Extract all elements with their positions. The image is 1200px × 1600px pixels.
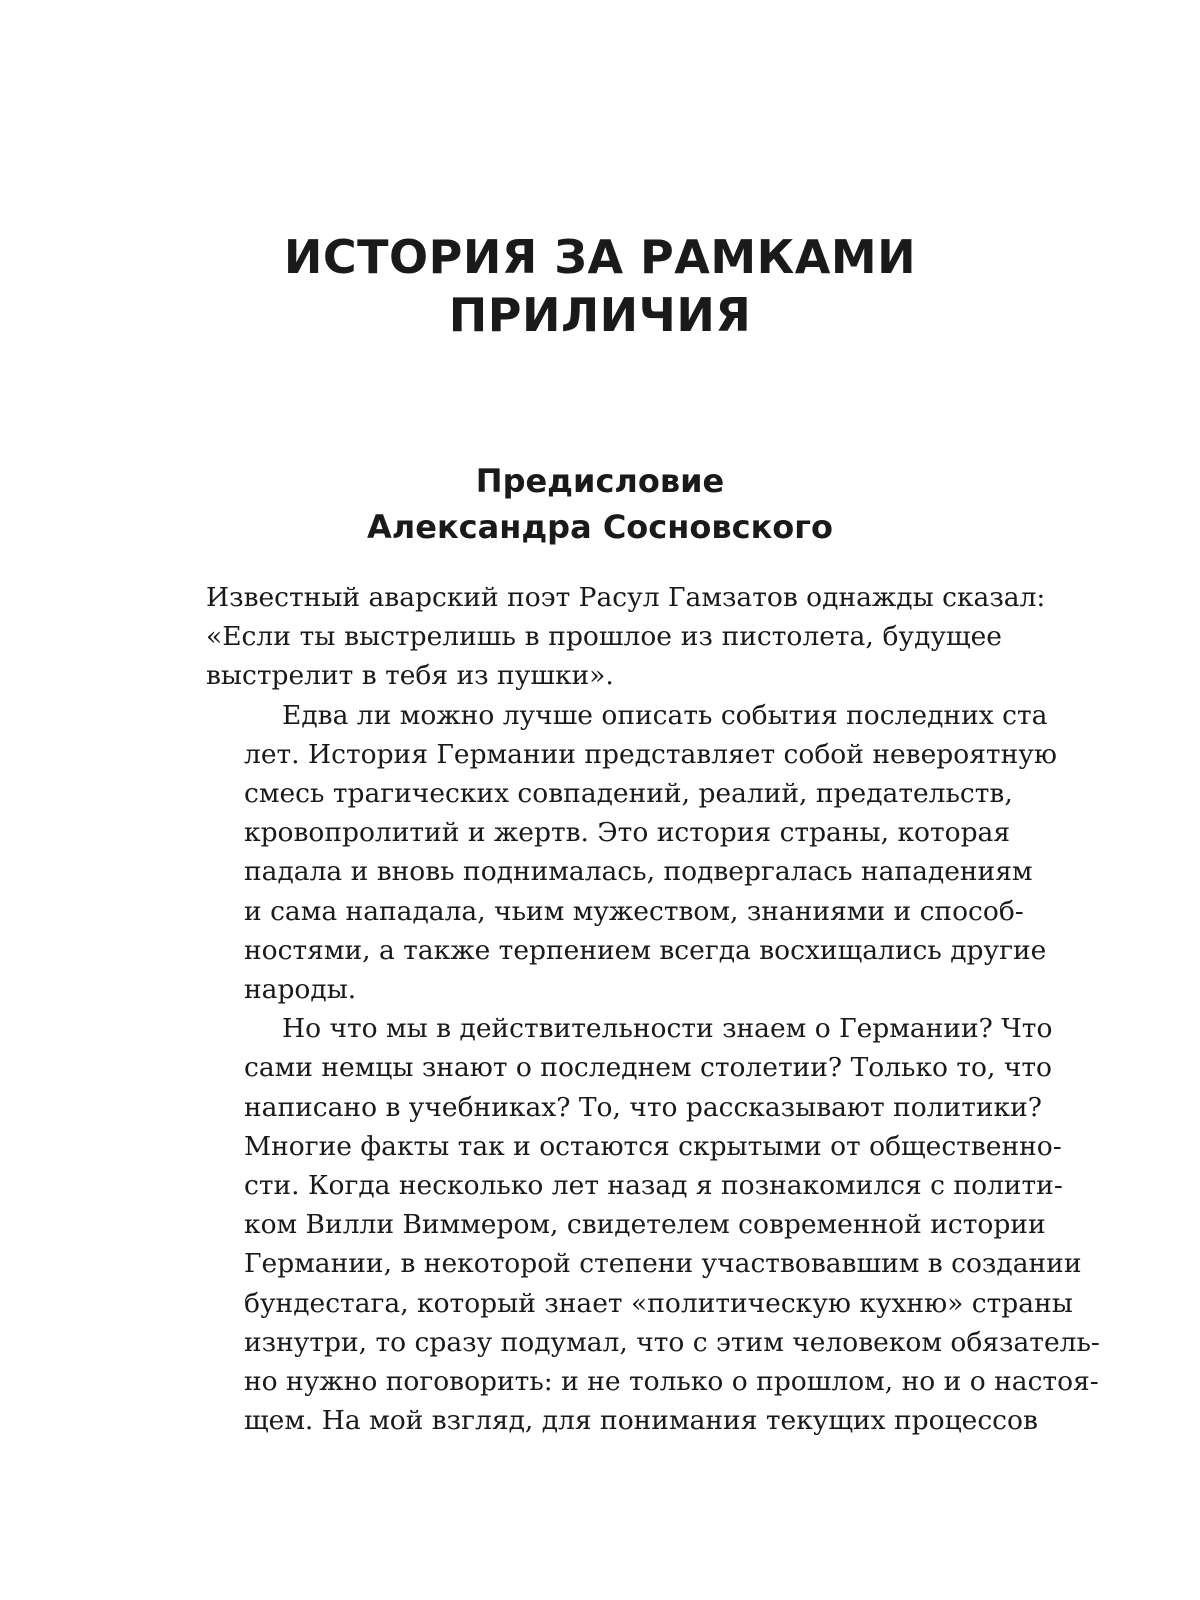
text-line: сами немцы знают о последнем столетии? Только то, что — [244, 1052, 1052, 1084]
text-line: Но что мы в действительности знаем о Германии? Что — [282, 1013, 1053, 1045]
section-title — [0, 458, 1200, 550]
text-line: ком Вилли Виммером, свидетелем современной истории — [244, 1209, 1046, 1241]
text-line: бундестага, который знает «политическую кухню» страны — [244, 1287, 1073, 1319]
section-title-line-1: Предисловие — [475, 462, 725, 500]
text-line: выстрелит в тебя из пушки». — [206, 660, 614, 692]
text-line: но нужно поговорить: и не только о прошлом, но и о настоя- — [244, 1366, 1099, 1398]
book-title-line-1: ИСТОРИЯ ЗА РАМКАМИ — [283, 230, 917, 284]
text-line: кровопролитий и жертв. Это история страны, которая — [244, 817, 1011, 849]
text-line: написано в учебниках? То, что рассказывают политики? — [244, 1091, 1042, 1123]
text-line: ностями, а также терпением всегда восхищались другие — [244, 934, 1047, 966]
text-line: Известный аварский поэт Расул Гамзатов однажды сказал: — [206, 582, 1046, 613]
book-title — [0, 228, 1200, 344]
section-title-line-2: Александра Сосновского — [367, 508, 833, 546]
text-line: падала и вновь поднималась, подвергалась нападениям — [244, 856, 1033, 888]
text-line: Германии, в некоторой степени участвовавшим в создании — [244, 1248, 1082, 1280]
paragraph-2 — [206, 696, 1057, 1010]
book-title-line-2: ПРИЛИЧИЯ — [448, 288, 752, 342]
text-line: лет. История Германии представляет собой невероятную — [244, 738, 1057, 770]
text-line: «Если ты выстрелишь в прошлое из пистолета, будущее — [206, 621, 1002, 653]
text-line: народы. — [244, 974, 357, 1006]
paragraph-1 — [206, 578, 1046, 696]
text-line: смесь трагических совпадений, реалий, предательств, — [244, 778, 1013, 810]
text-line: щем. На мой взгляд, для понимания текущих процессов — [244, 1405, 1038, 1437]
text-line: Едва ли можно лучше описать события последних ста — [282, 699, 1048, 731]
body-text — [206, 578, 1100, 1440]
paragraph-3 — [206, 1009, 1100, 1440]
text-line: сти. Когда несколько лет назад я познакомился с полити- — [244, 1170, 1063, 1202]
text-line: и сама нападала, чьим мужеством, знаниями и способ- — [244, 895, 1024, 927]
text-line: изнутри, то сразу подумал, что с этим человеком обязатель- — [244, 1326, 1100, 1358]
text-line: Многие факты так и остаются скрытыми от общественно- — [244, 1130, 1062, 1162]
